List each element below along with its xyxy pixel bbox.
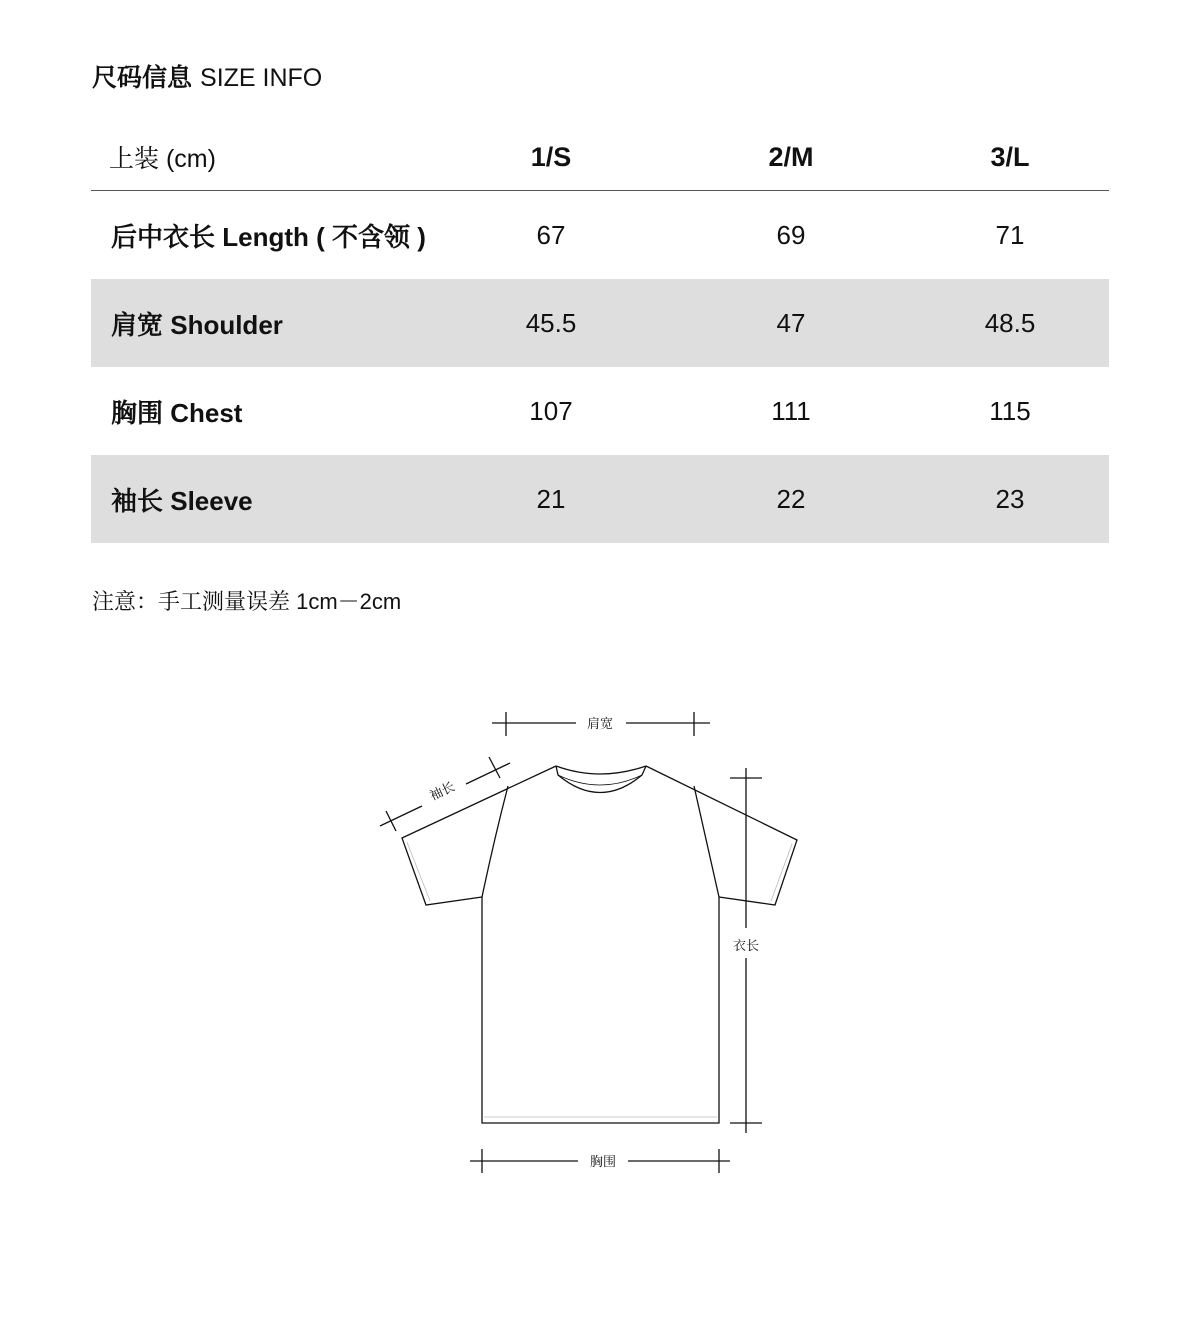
column-header-size-s: 1/S xyxy=(530,141,572,172)
cell-value: 115 xyxy=(989,395,1031,426)
shoulder-dimension xyxy=(492,712,710,736)
measurement-note: 注意：手工测量误差 1cm－2cm xyxy=(92,589,402,614)
title-english: SIZE INFO xyxy=(200,64,323,92)
cell-value: 23 xyxy=(911,455,1109,543)
cell-value: 71 xyxy=(995,219,1025,250)
cell-value: 111 xyxy=(771,395,811,426)
row-label-chest: 胸围 Chest xyxy=(111,397,243,428)
cell-value: 107 xyxy=(529,395,573,426)
cell-value: 21 xyxy=(431,455,671,543)
row-label-shoulder: 肩宽 Shoulder xyxy=(91,279,431,367)
length-label: 衣长 xyxy=(732,938,760,953)
sleeve-dimension xyxy=(380,757,510,831)
cell-value: 45.5 xyxy=(431,279,671,367)
cell-value: 67 xyxy=(536,219,566,250)
cell-value: 48.5 xyxy=(911,279,1109,367)
chest-label: 胸围 xyxy=(589,1154,617,1169)
cell-value: 47 xyxy=(671,279,911,367)
sleeve-label: 袖长 xyxy=(427,778,458,804)
row-label-sleeve: 袖长 Sleeve xyxy=(91,455,431,543)
row-label-length: 后中衣长 Length ( 不含领 ) xyxy=(111,221,426,252)
cell-value: 69 xyxy=(776,219,806,250)
shoulder-label: 肩宽 xyxy=(586,716,614,731)
title-chinese: 尺码信息 xyxy=(92,64,193,92)
cell-value: 22 xyxy=(671,455,911,543)
column-header-size-l: 3/L xyxy=(990,141,1030,172)
column-header-size-m: 2/M xyxy=(768,141,814,172)
length-dimension xyxy=(730,768,762,1133)
column-header-category: 上装 (cm) xyxy=(109,145,216,173)
chest-dimension xyxy=(470,1149,730,1173)
